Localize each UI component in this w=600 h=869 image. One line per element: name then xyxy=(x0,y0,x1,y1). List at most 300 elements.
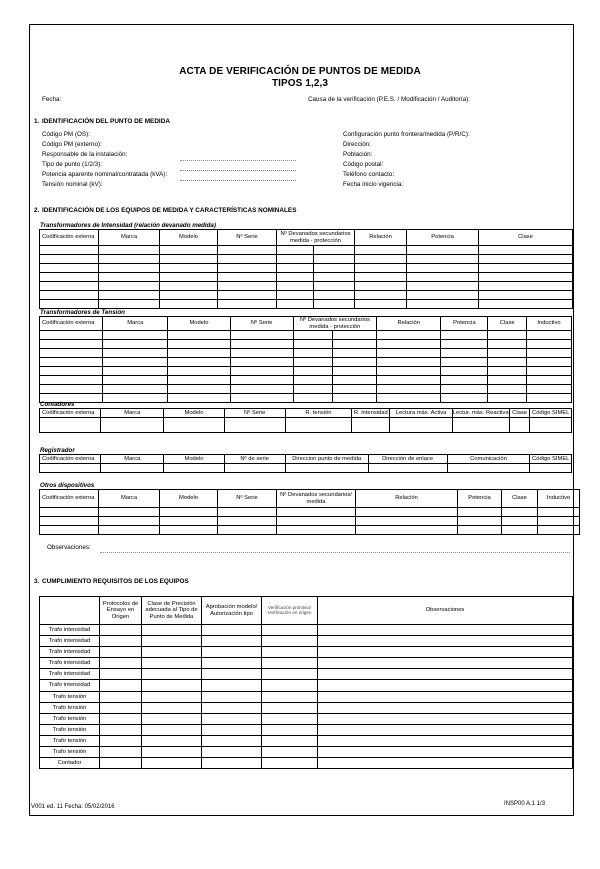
column-header: Nº Serie xyxy=(218,230,277,246)
column-header: Direccion punto de medida xyxy=(285,455,368,464)
input-cell[interactable] xyxy=(318,702,573,713)
contadores-table xyxy=(39,408,572,433)
column-header: Inductivo xyxy=(538,490,580,508)
input-cell[interactable] xyxy=(218,255,277,264)
input-cell[interactable] xyxy=(40,340,103,349)
input-cell[interactable] xyxy=(224,464,285,473)
input-cell[interactable] xyxy=(333,394,377,403)
input-cell[interactable] xyxy=(488,331,527,340)
input-cell[interactable] xyxy=(40,300,99,309)
input-cell[interactable] xyxy=(377,376,441,385)
input-cell[interactable] xyxy=(103,385,168,394)
input-cell[interactable] xyxy=(99,291,160,300)
input-cell[interactable] xyxy=(318,758,573,769)
input-cell[interactable] xyxy=(377,349,441,358)
input-cell[interactable] xyxy=(100,636,142,647)
column-header: Inductivo xyxy=(526,317,571,331)
input-cell[interactable] xyxy=(318,724,573,735)
input-cell[interactable] xyxy=(40,264,99,273)
input-cell[interactable] xyxy=(40,526,99,535)
input-cell[interactable] xyxy=(441,367,488,376)
input-cell[interactable] xyxy=(355,255,407,264)
input-cell[interactable] xyxy=(318,713,573,724)
input-cell[interactable] xyxy=(40,367,103,376)
input-cell[interactable] xyxy=(277,517,356,526)
input-cell[interactable] xyxy=(40,358,103,367)
input-cell[interactable] xyxy=(277,264,314,273)
input-cell[interactable] xyxy=(293,394,333,403)
input-cell[interactable] xyxy=(441,340,488,349)
input-cell[interactable] xyxy=(262,713,318,724)
input-cell[interactable] xyxy=(333,385,377,394)
input-cell[interactable] xyxy=(526,367,571,376)
column-header: Modelo xyxy=(160,490,218,508)
input-cell[interactable] xyxy=(100,747,142,758)
input-cell[interactable] xyxy=(277,282,314,291)
input-cell[interactable] xyxy=(355,264,407,273)
input-cell[interactable] xyxy=(407,282,479,291)
input-cell[interactable] xyxy=(40,349,103,358)
input-cell[interactable] xyxy=(277,508,356,517)
input-cell[interactable] xyxy=(262,636,318,647)
input-cell[interactable] xyxy=(293,340,333,349)
input-cell[interactable] xyxy=(293,367,333,376)
input-cell[interactable] xyxy=(488,358,527,367)
input-cell[interactable] xyxy=(40,385,103,394)
input-cell[interactable] xyxy=(318,669,573,680)
input-cell[interactable] xyxy=(202,658,262,669)
input-cell[interactable] xyxy=(262,735,318,746)
input-cell[interactable] xyxy=(447,464,530,473)
input-cell[interactable] xyxy=(333,358,377,367)
input-cell[interactable] xyxy=(103,349,168,358)
input-cell[interactable] xyxy=(230,349,293,358)
field-label: Potencia aparente nominal/contratada (kVA): xyxy=(42,171,168,178)
input-cell[interactable] xyxy=(538,526,580,535)
input-cell[interactable] xyxy=(142,724,202,735)
input-cell[interactable] xyxy=(168,376,230,385)
input-cell[interactable] xyxy=(458,526,502,535)
input-cell[interactable] xyxy=(218,264,277,273)
input-cell[interactable] xyxy=(218,282,277,291)
input-cell[interactable] xyxy=(333,331,377,340)
input-cell[interactable] xyxy=(230,385,293,394)
input-cell[interactable] xyxy=(538,508,580,517)
input-cell[interactable] xyxy=(262,669,318,680)
input-cell[interactable] xyxy=(218,526,277,535)
otros-table xyxy=(39,489,580,535)
input-cell[interactable] xyxy=(314,300,355,309)
input-cell[interactable] xyxy=(160,517,218,526)
input-cell[interactable] xyxy=(355,291,407,300)
input-cell[interactable] xyxy=(318,625,573,636)
input-cell[interactable] xyxy=(160,300,218,309)
input-cell[interactable] xyxy=(488,376,527,385)
input-cell[interactable] xyxy=(538,517,580,526)
row-label: Trafo tensión xyxy=(40,747,100,758)
input-cell[interactable] xyxy=(160,273,218,282)
input-cell[interactable] xyxy=(314,282,355,291)
input-cell[interactable] xyxy=(218,273,277,282)
input-cell[interactable] xyxy=(355,300,407,309)
input-cell[interactable] xyxy=(377,394,441,403)
input-cell[interactable] xyxy=(160,255,218,264)
input-cell[interactable] xyxy=(202,680,262,691)
input-cell[interactable] xyxy=(390,418,452,433)
input-cell[interactable] xyxy=(99,255,160,264)
input-cell[interactable] xyxy=(526,376,571,385)
input-cell[interactable] xyxy=(526,331,571,340)
input-cell[interactable] xyxy=(479,273,573,282)
input-cell[interactable] xyxy=(262,747,318,758)
input-cell[interactable] xyxy=(526,349,571,358)
input-cell[interactable] xyxy=(218,517,277,526)
field-label: Tipo de punto (1/2/3): xyxy=(42,161,102,168)
input-cell[interactable] xyxy=(142,747,202,758)
table-row xyxy=(40,647,573,658)
input-cell[interactable] xyxy=(285,418,351,433)
input-cell[interactable] xyxy=(100,691,142,702)
column-header: Aprobación modelo/ Autorización tipo xyxy=(202,597,262,625)
column-header: R. intensidad xyxy=(352,409,390,418)
input-cell[interactable] xyxy=(407,291,479,300)
field-label: Población: xyxy=(343,151,373,158)
input-cell[interactable] xyxy=(230,331,293,340)
input-cell[interactable] xyxy=(479,246,573,255)
input-cell[interactable] xyxy=(441,385,488,394)
input-cell[interactable] xyxy=(142,691,202,702)
input-cell[interactable] xyxy=(441,358,488,367)
input-cell[interactable] xyxy=(103,340,168,349)
input-cell[interactable] xyxy=(441,394,488,403)
input-cell[interactable] xyxy=(377,367,441,376)
input-cell[interactable] xyxy=(377,340,441,349)
input-cell[interactable] xyxy=(314,291,355,300)
input-cell[interactable] xyxy=(100,735,142,746)
input-cell[interactable] xyxy=(202,724,262,735)
column-header: Comunicación xyxy=(447,455,530,464)
input-cell[interactable] xyxy=(99,508,160,517)
input-cell[interactable] xyxy=(377,385,441,394)
input-cell[interactable] xyxy=(202,691,262,702)
input-cell[interactable] xyxy=(318,636,573,647)
field-label: Código PM (externo): xyxy=(42,141,102,148)
input-cell[interactable] xyxy=(100,702,142,713)
input-cell[interactable] xyxy=(99,282,160,291)
input-cell[interactable] xyxy=(502,517,538,526)
tt-table xyxy=(39,316,572,403)
input-cell[interactable] xyxy=(40,331,103,340)
input-cell[interactable] xyxy=(218,246,277,255)
input-cell[interactable] xyxy=(142,702,202,713)
header-row xyxy=(40,455,572,464)
input-cell[interactable] xyxy=(333,367,377,376)
input-cell[interactable] xyxy=(100,713,142,724)
input-cell[interactable] xyxy=(202,758,262,769)
input-cell[interactable] xyxy=(142,647,202,658)
input-cell[interactable] xyxy=(277,255,314,264)
input-cell[interactable] xyxy=(441,331,488,340)
input-cell[interactable] xyxy=(502,508,538,517)
causa-label: Causa de la verificación (P.E.S. / Modificación / Auditoría): xyxy=(308,96,470,103)
input-cell[interactable] xyxy=(40,517,99,526)
input-cell[interactable] xyxy=(333,340,377,349)
column-header: Protocolos de Ensayo en Origen xyxy=(100,597,142,625)
input-cell[interactable] xyxy=(314,246,355,255)
row-label: Trafo intensidad xyxy=(40,636,100,647)
input-cell[interactable] xyxy=(277,291,314,300)
input-cell[interactable] xyxy=(202,735,262,746)
section2-title: IDENTIFICACIÓN DE LOS EQUIPOS DE MEDIDA Y CARACTERÍSTICAS NOMINALES xyxy=(42,207,297,214)
input-cell[interactable] xyxy=(526,340,571,349)
input-cell[interactable] xyxy=(377,358,441,367)
column-header: Lectura máx. Activa xyxy=(390,409,452,418)
input-cell[interactable] xyxy=(142,669,202,680)
input-cell[interactable] xyxy=(99,526,160,535)
input-cell[interactable] xyxy=(318,680,573,691)
input-cell[interactable] xyxy=(262,658,318,669)
input-cell[interactable] xyxy=(40,282,99,291)
input-cell[interactable] xyxy=(352,418,390,433)
footer-page: INSP00 A.1 1/3 xyxy=(504,801,546,807)
input-cell[interactable] xyxy=(293,376,333,385)
input-cell[interactable] xyxy=(293,358,333,367)
table-row xyxy=(40,636,573,647)
input-cell[interactable] xyxy=(277,273,314,282)
row-label: Trafo intensidad xyxy=(40,647,100,658)
input-cell[interactable] xyxy=(318,647,573,658)
input-cell[interactable] xyxy=(356,508,458,517)
input-cell[interactable] xyxy=(168,331,230,340)
table-row xyxy=(40,702,573,713)
input-cell[interactable] xyxy=(142,735,202,746)
input-cell[interactable] xyxy=(202,625,262,636)
input-cell[interactable] xyxy=(356,526,458,535)
input-cell[interactable] xyxy=(101,464,164,473)
input-cell[interactable] xyxy=(479,291,573,300)
input-cell[interactable] xyxy=(100,680,142,691)
input-cell[interactable] xyxy=(142,758,202,769)
input-cell[interactable] xyxy=(230,358,293,367)
section3-title: CUMPLIMIENTO REQUISITOS DE LOS EQUIPOS xyxy=(42,578,189,585)
input-cell[interactable] xyxy=(479,255,573,264)
input-cell[interactable] xyxy=(40,376,103,385)
input-cell[interactable] xyxy=(407,300,479,309)
table-row xyxy=(40,282,573,291)
input-cell[interactable] xyxy=(100,625,142,636)
input-cell[interactable] xyxy=(40,291,99,300)
input-cell[interactable] xyxy=(230,376,293,385)
input-cell[interactable] xyxy=(168,367,230,376)
input-cell[interactable] xyxy=(314,255,355,264)
input-cell[interactable] xyxy=(333,349,377,358)
input-cell[interactable] xyxy=(202,713,262,724)
input-cell[interactable] xyxy=(407,264,479,273)
input-cell[interactable] xyxy=(526,358,571,367)
column-header: Clase de Precisión adecuada al Tipo de Punto de Medida xyxy=(142,597,202,625)
column-header: Nº Serie xyxy=(230,317,293,331)
input-cell[interactable] xyxy=(262,625,318,636)
input-cell[interactable] xyxy=(103,394,168,403)
input-cell[interactable] xyxy=(202,647,262,658)
input-cell[interactable] xyxy=(526,394,571,403)
input-cell[interactable] xyxy=(100,758,142,769)
input-cell[interactable] xyxy=(488,394,527,403)
column-header: Codificación externa xyxy=(40,317,103,331)
input-cell[interactable] xyxy=(224,418,285,433)
input-cell[interactable] xyxy=(314,273,355,282)
header-row xyxy=(40,230,573,246)
input-cell[interactable] xyxy=(99,517,160,526)
input-cell[interactable] xyxy=(285,464,368,473)
input-cell[interactable] xyxy=(368,464,447,473)
input-cell[interactable] xyxy=(277,246,314,255)
input-cell[interactable] xyxy=(142,636,202,647)
input-cell[interactable] xyxy=(160,291,218,300)
table-row xyxy=(40,625,573,636)
input-cell[interactable] xyxy=(230,394,293,403)
input-cell[interactable] xyxy=(100,658,142,669)
tt-label: Transformadores de Tensión xyxy=(40,309,125,316)
input-cell[interactable] xyxy=(202,636,262,647)
input-cell[interactable] xyxy=(202,747,262,758)
observaciones-line xyxy=(100,552,570,553)
input-cell[interactable] xyxy=(318,747,573,758)
input-cell[interactable] xyxy=(355,246,407,255)
input-cell[interactable] xyxy=(168,385,230,394)
input-cell[interactable] xyxy=(202,669,262,680)
input-cell[interactable] xyxy=(262,702,318,713)
input-cell[interactable] xyxy=(40,508,99,517)
input-cell[interactable] xyxy=(218,300,277,309)
input-cell[interactable] xyxy=(99,264,160,273)
input-cell[interactable] xyxy=(479,282,573,291)
input-cell[interactable] xyxy=(142,713,202,724)
input-cell[interactable] xyxy=(202,702,262,713)
document-subtitle: TIPOS 1,2,3 xyxy=(271,78,329,89)
input-cell[interactable] xyxy=(168,340,230,349)
input-cell[interactable] xyxy=(142,680,202,691)
input-cell[interactable] xyxy=(40,255,99,264)
input-cell[interactable] xyxy=(441,349,488,358)
input-cell[interactable] xyxy=(218,508,277,517)
input-cell[interactable] xyxy=(160,526,218,535)
input-cell[interactable] xyxy=(488,367,527,376)
input-cell[interactable] xyxy=(488,385,527,394)
input-cell[interactable] xyxy=(40,464,101,473)
input-cell[interactable] xyxy=(502,526,538,535)
table-row xyxy=(40,724,573,735)
input-cell[interactable] xyxy=(101,418,164,433)
row-label: Contador xyxy=(40,758,100,769)
input-cell[interactable] xyxy=(458,517,502,526)
column-header: Código SIMEL xyxy=(530,409,572,418)
column-header: Codificación externa xyxy=(40,490,99,508)
input-cell[interactable] xyxy=(377,331,441,340)
input-cell[interactable] xyxy=(103,331,168,340)
input-cell[interactable] xyxy=(230,340,293,349)
input-cell[interactable] xyxy=(262,724,318,735)
input-cell[interactable] xyxy=(458,508,502,517)
input-cell[interactable] xyxy=(262,758,318,769)
input-cell[interactable] xyxy=(100,669,142,680)
input-cell[interactable] xyxy=(318,658,573,669)
input-cell[interactable] xyxy=(277,526,356,535)
input-cell[interactable] xyxy=(103,358,168,367)
input-cell[interactable] xyxy=(355,273,407,282)
input-cell[interactable] xyxy=(168,358,230,367)
input-cell[interactable] xyxy=(40,418,101,433)
table-row xyxy=(40,669,573,680)
input-cell[interactable] xyxy=(142,658,202,669)
input-cell[interactable] xyxy=(407,273,479,282)
input-cell[interactable] xyxy=(262,691,318,702)
column-header: Modelo xyxy=(164,409,224,418)
input-cell[interactable] xyxy=(526,385,571,394)
input-cell[interactable] xyxy=(479,264,573,273)
input-cell[interactable] xyxy=(407,246,479,255)
input-cell[interactable] xyxy=(441,376,488,385)
input-cell[interactable] xyxy=(530,464,572,473)
input-cell[interactable] xyxy=(99,300,160,309)
input-cell[interactable] xyxy=(160,508,218,517)
input-cell[interactable] xyxy=(355,282,407,291)
input-cell[interactable] xyxy=(40,246,99,255)
input-cell[interactable] xyxy=(488,349,527,358)
input-cell[interactable] xyxy=(262,680,318,691)
input-cell[interactable] xyxy=(40,273,99,282)
input-cell[interactable] xyxy=(103,367,168,376)
input-cell[interactable] xyxy=(100,724,142,735)
input-cell[interactable] xyxy=(333,376,377,385)
input-cell[interactable] xyxy=(509,418,530,433)
input-cell[interactable] xyxy=(452,418,509,433)
input-cell[interactable] xyxy=(160,246,218,255)
input-cell[interactable] xyxy=(218,291,277,300)
input-cell[interactable] xyxy=(293,385,333,394)
input-cell[interactable] xyxy=(488,340,527,349)
input-cell[interactable] xyxy=(318,691,573,702)
table-row xyxy=(40,273,573,282)
requisitos-table xyxy=(39,596,573,769)
input-cell[interactable] xyxy=(318,735,573,746)
input-cell[interactable] xyxy=(99,273,160,282)
input-cell[interactable] xyxy=(356,517,458,526)
input-cell[interactable] xyxy=(262,647,318,658)
column-header: Marca xyxy=(103,317,168,331)
input-cell[interactable] xyxy=(100,647,142,658)
input-cell[interactable] xyxy=(293,331,333,340)
input-cell[interactable] xyxy=(407,255,479,264)
input-cell[interactable] xyxy=(277,300,314,309)
input-cell[interactable] xyxy=(168,394,230,403)
input-cell[interactable] xyxy=(530,418,572,433)
input-cell[interactable] xyxy=(164,464,224,473)
input-cell[interactable] xyxy=(479,300,573,309)
input-cell[interactable] xyxy=(160,264,218,273)
input-cell[interactable] xyxy=(160,282,218,291)
field-label: Responsable de la instalación: xyxy=(42,151,128,158)
responsable-underline xyxy=(180,160,296,161)
input-cell[interactable] xyxy=(103,376,168,385)
input-cell[interactable] xyxy=(168,349,230,358)
input-cell[interactable] xyxy=(314,264,355,273)
input-cell[interactable] xyxy=(164,418,224,433)
input-cell[interactable] xyxy=(142,625,202,636)
input-cell[interactable] xyxy=(293,349,333,358)
input-cell[interactable] xyxy=(230,367,293,376)
input-cell[interactable] xyxy=(99,246,160,255)
